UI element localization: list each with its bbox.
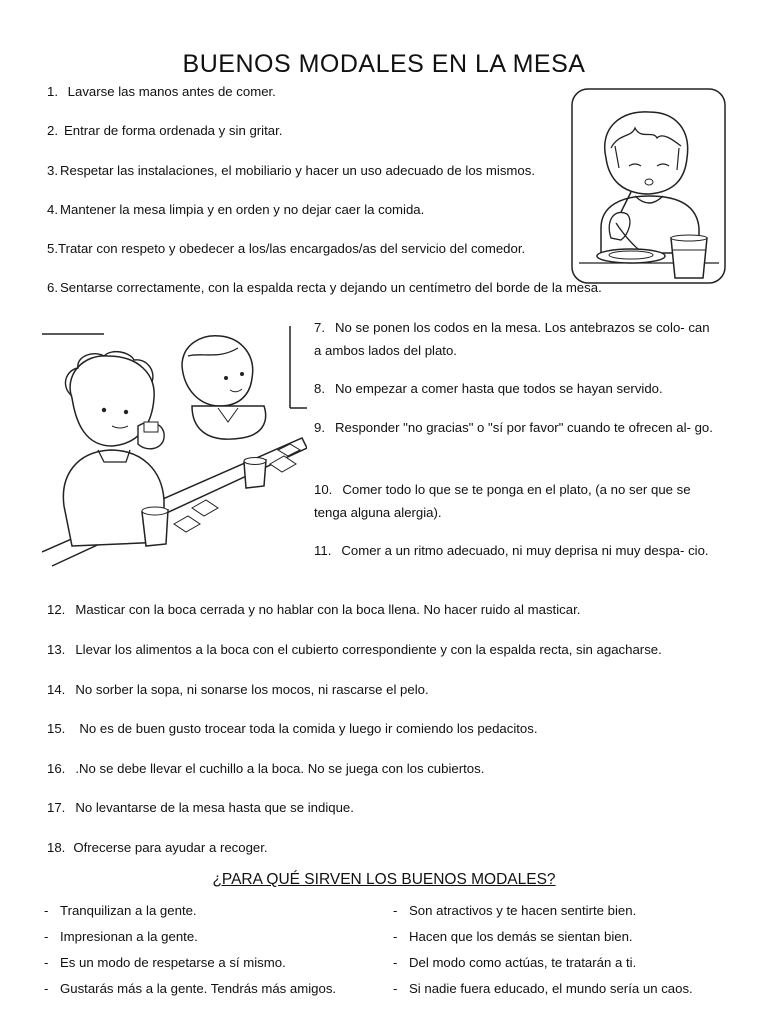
bullet-dash: -	[44, 903, 49, 918]
rule-17	[47, 796, 354, 819]
rule-number: 4.	[47, 202, 58, 217]
rule-1	[47, 80, 276, 103]
rule-text: Comer a un ritmo adecuado, ni muy deprisa ni muy despa- cio.	[341, 543, 709, 558]
child-eating-illustration	[571, 88, 726, 284]
rule-text: No empezar a comer hasta que todos se hayan servido.	[335, 381, 663, 396]
reason-right-1	[393, 902, 636, 920]
rule-text: Lavarse las manos antes de comer.	[67, 84, 276, 99]
reason-text: Tranquilizan a la gente.	[60, 903, 197, 918]
rule-number: 9.	[314, 420, 325, 435]
bullet-dash: -	[44, 929, 49, 944]
reason-text: Impresionan a la gente.	[60, 929, 198, 944]
rule-text: No levantarse de la mesa hasta que se indique.	[75, 800, 354, 815]
rule-16	[47, 757, 484, 780]
rule-text: Respetar las instalaciones, el mobiliario y hacer un uso adecuado de los mismos.	[60, 163, 535, 178]
rule-15	[47, 717, 538, 740]
rule-text: Comer todo lo que se te ponga en el plato, (a no ser que se tenga alguna alergia).	[314, 482, 691, 520]
rule-13	[47, 638, 662, 661]
rule-text: .No se debe llevar el cuchillo a la boca. No se juega con los cubiertos.	[75, 761, 485, 776]
rule-2	[47, 119, 282, 142]
reason-left-3	[44, 954, 286, 972]
page-title: BUENOS MODALES EN LA MESA	[182, 50, 586, 78]
rule-14	[47, 678, 429, 701]
rule-text: No es de buen gusto trocear toda la comida y luego ir comiendo los pedacitos.	[79, 721, 538, 736]
rule-number: 18.	[47, 840, 66, 855]
rule-3	[47, 159, 535, 182]
bullet-dash: -	[393, 955, 398, 970]
reason-text: Del modo como actúas, te tratarán a ti.	[409, 955, 637, 970]
rule-7	[314, 316, 714, 362]
children-at-table-illustration	[42, 326, 307, 576]
bullet-dash: -	[393, 903, 398, 918]
reason-text: Hacen que los demás se sientan bien.	[409, 929, 633, 944]
reason-right-3	[393, 954, 636, 972]
rule-number: 8.	[314, 381, 325, 396]
rule-12	[47, 598, 580, 621]
rule-18	[47, 836, 268, 859]
bullet-dash: -	[393, 981, 398, 996]
reason-left-2	[44, 928, 198, 946]
rule-text: No sorber la sopa, ni sonarse los mocos, ni rascarse el pelo.	[75, 682, 429, 697]
rule-text: Responder "no gracias" o "sí por favor" cuando te ofrecen al- go.	[335, 420, 713, 435]
rule-8	[314, 377, 714, 400]
reason-text: Gustarás más a la gente. Tendrás más amigos.	[60, 981, 337, 996]
rule-11	[314, 539, 714, 562]
bullet-dash: -	[44, 981, 49, 996]
reason-text: Es un modo de respetarse a sí mismo.	[60, 955, 286, 970]
rule-text: Entrar de forma ordenada y sin gritar.	[64, 123, 283, 138]
reason-text: Si nadie fuera educado, el mundo sería un caos.	[409, 981, 693, 996]
bullet-dash: -	[44, 955, 49, 970]
rule-number: 15.	[47, 721, 66, 736]
rule-number: 3.	[47, 163, 58, 178]
rule-text: Tratar con respeto y obedecer a los/las encargados/as del servicio del comedor.	[58, 241, 526, 256]
rule-text: Ofrecerse para ayudar a recoger.	[73, 840, 268, 855]
rule-text: Sentarse correctamente, con la espalda recta y dejando un centímetro del borde de la mesa.	[60, 280, 602, 295]
rule-number: 10.	[314, 482, 333, 497]
section-subtitle: ¿PARA QUÉ SIRVEN LOS BUENOS MODALES?	[212, 871, 556, 888]
rule-number: 2.	[47, 123, 58, 138]
reason-left-1	[44, 902, 197, 920]
rule-text: Mantener la mesa limpia y en orden y no dejar caer la comida.	[60, 202, 425, 217]
reason-left-4	[44, 980, 336, 998]
rule-number: 6.	[47, 280, 58, 295]
rule-number: 14.	[47, 682, 66, 697]
rule-10	[314, 478, 724, 524]
bullet-dash: -	[393, 929, 398, 944]
rule-number: 17.	[47, 800, 66, 815]
rule-number: 7.	[314, 320, 325, 335]
rule-9	[314, 416, 714, 439]
rule-number: 11.	[314, 543, 332, 558]
rule-text: No se ponen los codos en la mesa. Los antebrazos se colo- can a ambos lados del plato.	[314, 320, 710, 358]
rule-5	[47, 237, 525, 260]
rule-6	[47, 276, 602, 299]
rule-number: 12.	[47, 602, 66, 617]
rule-text: Llevar los alimentos a la boca con el cubierto correspondiente y con la espalda recta, sin agacharse.	[75, 642, 662, 657]
rule-number: 16.	[47, 761, 66, 776]
reason-right-2	[393, 928, 633, 946]
rule-number: 5.	[47, 241, 58, 256]
rule-4	[47, 198, 424, 221]
reason-right-4	[393, 980, 693, 998]
reason-text: Son atractivos y te hacen sentirte bien.	[409, 903, 637, 918]
rule-number: 1.	[47, 84, 58, 99]
rule-number: 13.	[47, 642, 66, 657]
rule-text: Masticar con la boca cerrada y no hablar con la boca llena. No hacer ruido al masticar.	[75, 602, 581, 617]
